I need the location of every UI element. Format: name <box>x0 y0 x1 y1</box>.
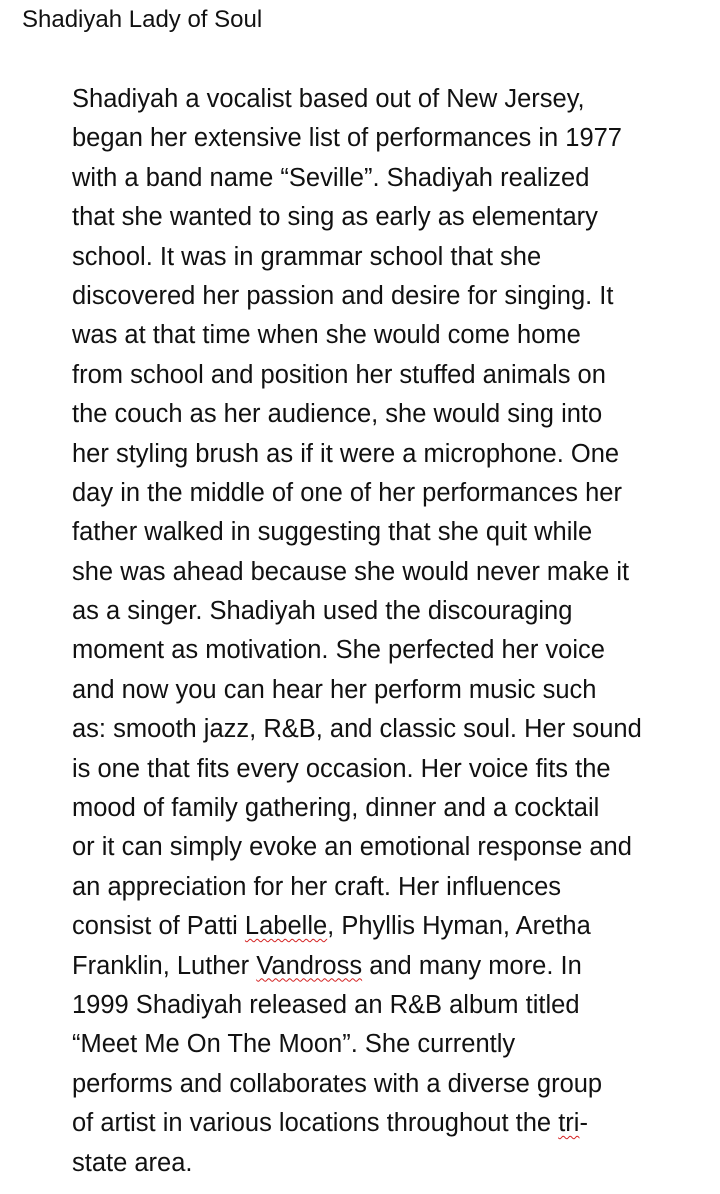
spellcheck-flagged-word: tri <box>558 1109 580 1138</box>
paragraph-line <box>72 592 712 631</box>
spellcheck-flagged-word: Vandross <box>256 951 363 980</box>
text-run: state area. <box>72 1148 193 1177</box>
text-run: with a band name “Seville”. Shadiyah realized <box>72 163 590 192</box>
paragraph-line <box>72 1144 712 1183</box>
paragraph-line <box>72 238 712 277</box>
text-run: day in the middle of one of her performances her <box>72 478 622 507</box>
text-run: as a singer. Shadiyah used the discouraging <box>72 597 573 626</box>
text-run: , Phyllis Hyman, Aretha <box>327 912 591 941</box>
paragraph-line <box>72 553 712 592</box>
paragraph-line <box>72 159 712 198</box>
paragraph-line <box>72 1025 712 1064</box>
text-run: is one that fits every occasion. Her voice fits the <box>72 754 611 783</box>
text-run: father walked in suggesting that she quit while <box>72 518 593 547</box>
paragraph-line <box>72 710 712 749</box>
paragraph-line <box>72 513 712 552</box>
text-run: 1999 Shadiyah released an R&B album titled <box>72 990 580 1019</box>
text-run: and many more. In <box>362 951 582 980</box>
paragraph-line <box>72 750 712 789</box>
text-run: an appreciation for her craft. Her influences <box>72 872 562 901</box>
paragraph-line <box>72 395 712 434</box>
document-paragraph <box>72 80 712 1183</box>
text-run: performs and collaborates with a diverse group <box>72 1069 603 1098</box>
paragraph-line <box>72 198 712 237</box>
text-run: the couch as her audience, she would sing into <box>72 400 603 429</box>
text-run: discovered her passion and desire for singing. It <box>72 281 614 310</box>
text-run: as: smooth jazz, R&B, and classic soul. Her sound <box>72 715 642 744</box>
paragraph-line <box>72 986 712 1025</box>
paragraph-line <box>72 1104 712 1143</box>
text-run: mood of family gathering, dinner and a cocktail <box>72 794 600 823</box>
text-run: moment as motivation. She perfected her voice <box>72 636 605 665</box>
paragraph-line <box>72 119 712 158</box>
text-run: her styling brush as if it were a microphone. One <box>72 439 620 468</box>
paragraph-line <box>72 631 712 670</box>
text-run: was at that time when she would come home <box>72 321 581 350</box>
text-run: from school and position her stuffed animals on <box>72 360 606 389</box>
text-run: she was ahead because she would never make it <box>72 557 630 586</box>
text-run: school. It was in grammar school that she <box>72 242 542 271</box>
text-run: Franklin, Luther <box>72 951 257 980</box>
text-run: - <box>579 1109 588 1138</box>
paragraph-line <box>72 907 712 946</box>
text-run: Shadiyah a vocalist based out of New Jersey, <box>72 85 585 113</box>
spellcheck-flagged-word: Labelle <box>244 912 328 941</box>
text-run: “Meet Me On The Moon”. She currently <box>72 1030 516 1059</box>
paragraph-line <box>72 356 712 395</box>
document-title: Shadiyah Lady of Soul <box>22 6 263 33</box>
paragraph-line <box>72 435 712 474</box>
paragraph-line <box>72 1065 712 1104</box>
paragraph-line <box>72 316 712 355</box>
text-run: or it can simply evoke an emotional response and <box>72 833 632 862</box>
paragraph-line <box>72 80 712 119</box>
text-run: that she wanted to sing as early as elementary <box>72 203 598 232</box>
paragraph-line <box>72 789 712 828</box>
paragraph-line <box>72 671 712 710</box>
text-run: began her extensive list of performances in 1977 <box>72 124 622 153</box>
paragraph-line <box>72 277 712 316</box>
text-run: consist of Patti <box>72 912 245 941</box>
paragraph-line <box>72 828 712 867</box>
paragraph-line <box>72 474 712 513</box>
text-run: and now you can hear her perform music such <box>72 675 597 704</box>
paragraph-line <box>72 868 712 907</box>
text-run: of artist in various locations throughout the <box>72 1109 559 1138</box>
paragraph-line <box>72 947 712 986</box>
